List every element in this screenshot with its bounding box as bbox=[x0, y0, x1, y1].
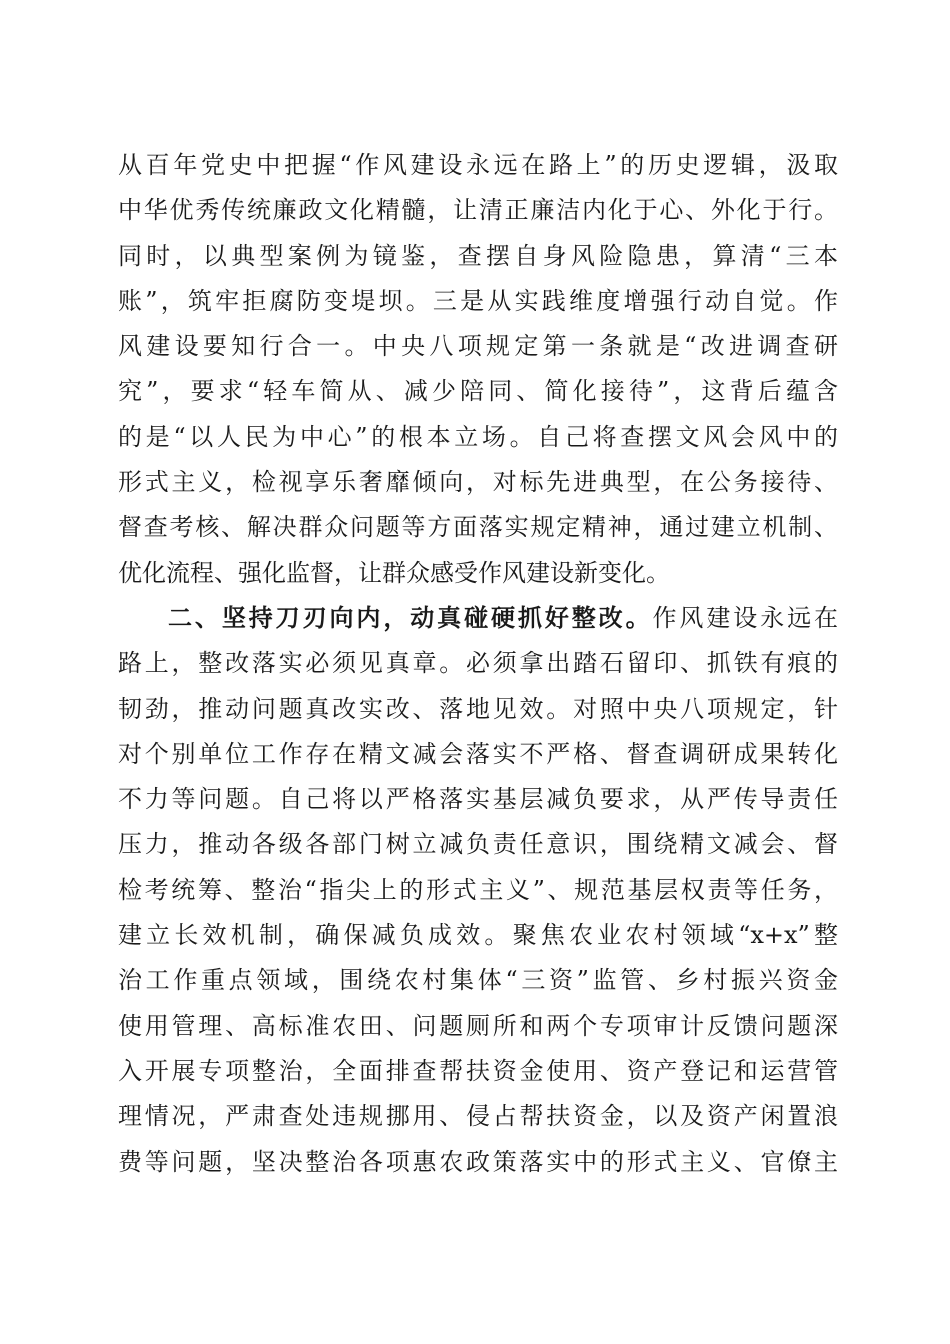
paragraph-line: 使用管理、高标准农田、问题厕所和两个专项审计反馈问题深 bbox=[118, 1011, 838, 1040]
document-body bbox=[118, 143, 838, 1185]
paragraph-line: 优化流程、强化监督，让群众感受作风建设新变化。 bbox=[118, 558, 670, 587]
paragraph-line: 同时，以典型案例为镜鉴，查摆自身风险隐患，算清“三本 bbox=[118, 241, 838, 270]
paragraph-line: 治工作重点领域，围绕农村集体“三资”监管、乡村振兴资金 bbox=[118, 966, 838, 995]
section-heading: 二、坚持刀刃向内，动真碰硬抓好整改。 bbox=[168, 603, 653, 632]
paragraph-line: 风建设要知行合一。中央八项规定第一条就是“改进调查研 bbox=[118, 332, 838, 361]
paragraph-line: 建立长效机制，确保减负成效。聚焦农业农村领域“x+x”整 bbox=[118, 921, 838, 950]
paragraph-line: 入开展专项整治，全面排查帮扶资金使用、资产登记和运营管 bbox=[118, 1056, 838, 1085]
paragraph-line: 究”，要求“轻车简从、减少陪同、简化接待”，这背后蕴含 bbox=[118, 377, 838, 406]
paragraph-line: 韧劲，推动问题真改实改、落地见效。对照中央八项规定，针 bbox=[118, 694, 838, 723]
paragraph-line: 中华优秀传统廉政文化精髓，让清正廉洁内化于心、外化于行。 bbox=[118, 196, 838, 225]
paragraph-first-line bbox=[118, 596, 838, 641]
paragraph-line: 从百年党史中把握“作风建设永远在路上”的历史逻辑，汲取 bbox=[118, 151, 838, 179]
paragraph-line: 的是“以人民为中心”的根本立场。自己将查摆文风会风中的 bbox=[118, 422, 838, 451]
paragraph-line: 账”，筑牢拒腐防变堤坝。三是从实践维度增强行动自觉。作 bbox=[118, 286, 838, 315]
paragraph-line: 形式主义，检视享乐奢靡倾向，对标先进典型，在公务接待、 bbox=[118, 468, 838, 497]
paragraph-1 bbox=[118, 143, 838, 596]
paragraph-line: 督查考核、解决群众问题等方面落实规定精神，通过建立机制、 bbox=[118, 513, 838, 542]
paragraph-line: 路上，整改落实必须见真章。必须拿出踏石留印、抓铁有痕的 bbox=[118, 649, 838, 678]
paragraph-line-rest: 作风建设永远在 bbox=[652, 603, 838, 632]
paragraph-2 bbox=[118, 596, 838, 1185]
paragraph-line: 不力等问题。自己将以严格落实基层减负要求，从严传导责任 bbox=[118, 785, 838, 814]
paragraph-line: 压力，推动各级各部门树立减负责任意识，围绕精文减会、督 bbox=[118, 830, 838, 859]
paragraph-line: 费等问题，坚决整治各项惠农政策落实中的形式主义、官僚主 bbox=[118, 1147, 838, 1176]
paragraph-line: 理情况，严肃查处违规挪用、侵占帮扶资金，以及资产闲置浪 bbox=[118, 1102, 838, 1131]
paragraph-line: 检考统筹、整治“指尖上的形式主义”、规范基层权责等任务， bbox=[118, 875, 838, 904]
paragraph-line: 对个别单位工作存在精文减会落实不严格、督查调研成果转化 bbox=[118, 739, 838, 768]
